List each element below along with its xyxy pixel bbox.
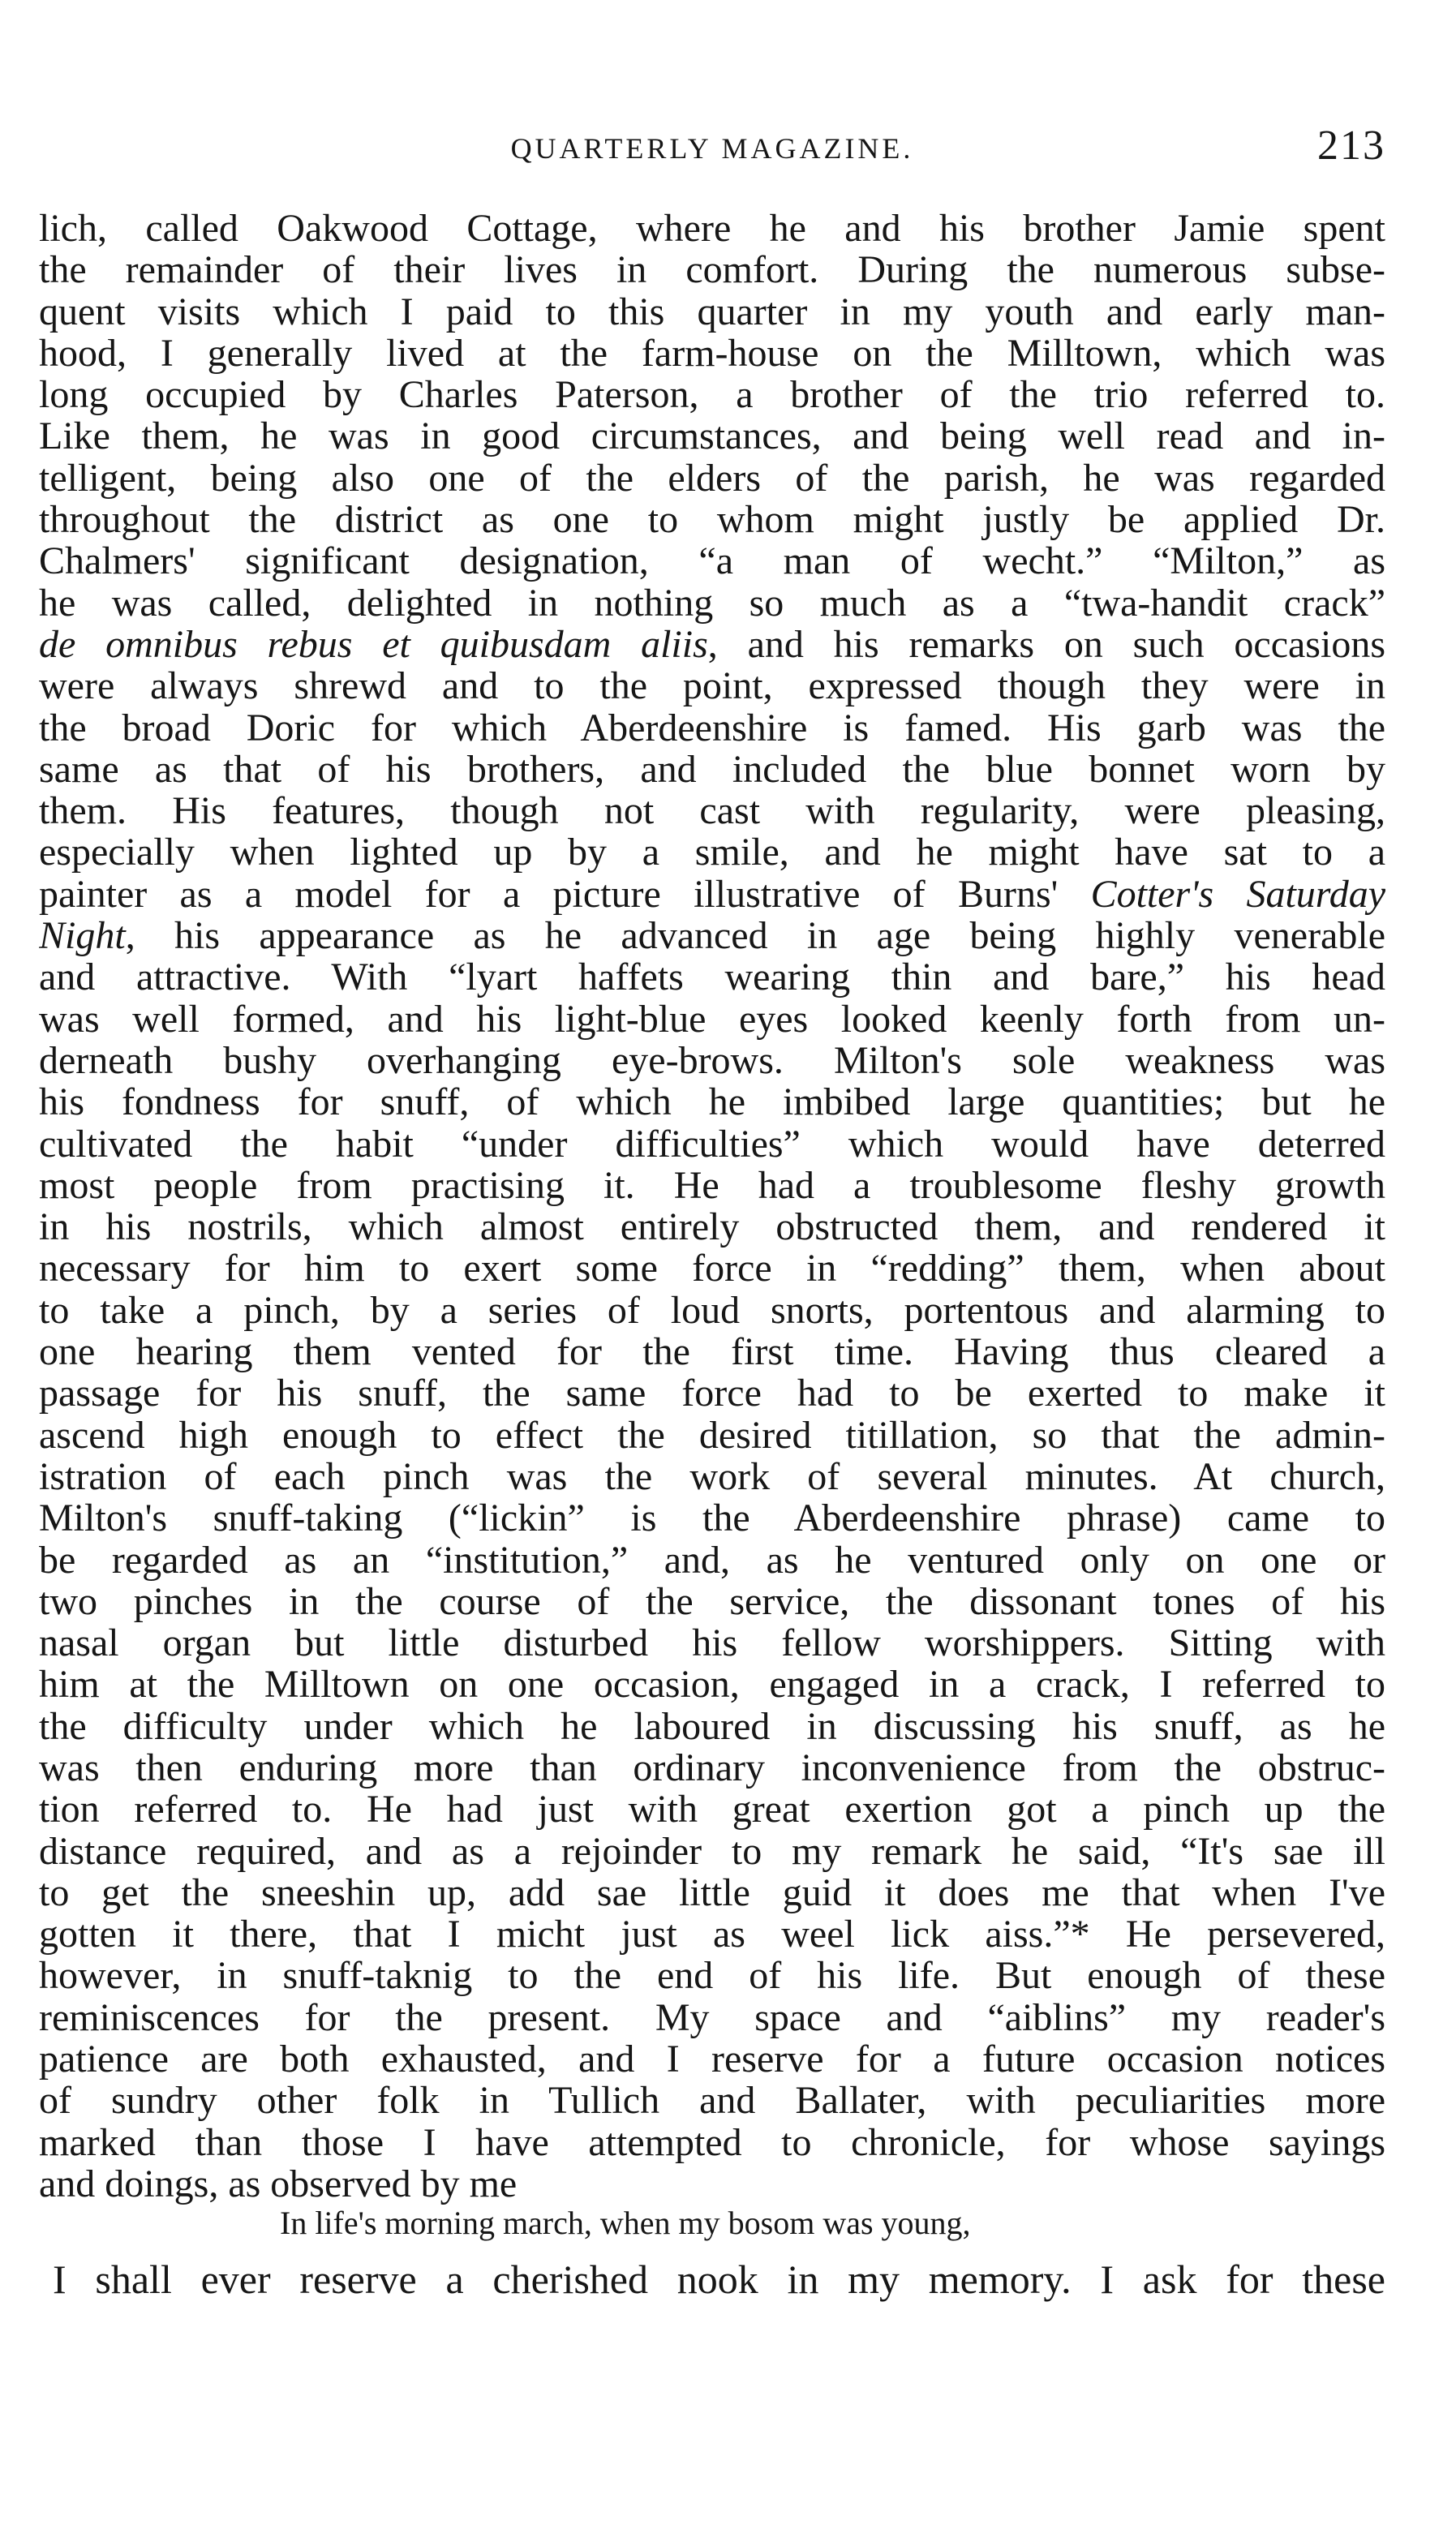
body-text — [39, 208, 1385, 2205]
page-number: 213 — [1317, 122, 1385, 169]
text-line: be regarded as an “institution,” and, as he ventured only on one or — [39, 1539, 1385, 1581]
text-line: the difficulty under which he laboured in discussing his snuff, as he — [39, 1705, 1385, 1747]
text-line: nasal organ but little disturbed his fellow worshippers. Sitting with — [39, 1622, 1385, 1664]
text-line: Like them, he was in good circumstances, and being well read and in- — [39, 415, 1385, 457]
text-line: one hearing them vented for the first time. Having thus cleared a — [39, 1331, 1385, 1373]
text-line: however, in snuff-taknig to the end of his life. But enough of these — [39, 1955, 1385, 1997]
text-line: long occupied by Charles Paterson, a brother of the trio referred to. — [39, 374, 1385, 416]
italic-phrase: Night — [39, 915, 126, 957]
text-line: two pinches in the course of the service, the dissonant tones of his — [39, 1580, 1385, 1623]
text-line: Chalmers' significant designation, “a man of wecht.” “Milton,” as — [39, 540, 1385, 582]
text-line: were always shrewd and to the point, expressed though they were in — [39, 665, 1385, 707]
text-line: him at the Milltown on one occasion, engaged in a crack, I referred to — [39, 1664, 1385, 1706]
text-line: necessary for him to exert some force in “redding” them, when about — [39, 1247, 1385, 1290]
text-line: them. His features, though not cast with regularity, were pleasing, — [39, 790, 1385, 832]
text-line: reminiscences for the present. My space and “aiblins” my reader's — [39, 1996, 1385, 2039]
text-line: istration of each pinch was the work of several minutes. At church, — [39, 1455, 1385, 1498]
italic-phrase: de omnibus rebus et quibusdam aliis — [39, 623, 708, 666]
text-line-latin-italic: de omnibus rebus et quibusdam aliis, and his remarks on such occasions — [39, 623, 1385, 666]
text-line: gotten it there, that I micht just as weel lick aiss.”* He persevered, — [39, 1913, 1385, 1956]
text-line: to get the sneeshin up, add sae little guid it does me that when I've — [39, 1871, 1385, 1914]
text-line: most people from practising it. He had a troublesome fleshy growth — [39, 1164, 1385, 1207]
text-line: he was called, delighted in nothing so much as a “twa-handit crack” — [39, 582, 1385, 624]
running-head — [39, 122, 1385, 178]
text-line: ascend high enough to effect the desired titillation, so that the admin- — [39, 1414, 1385, 1456]
text-line: his fondness for snuff, of which he imbibed large quantities; but he — [39, 1081, 1385, 1123]
text-line: and attractive. With “lyart haffets wearing thin and bare,” his head — [39, 956, 1385, 998]
text-line: in his nostrils, which almost entirely obstructed them, and rendered it — [39, 1206, 1385, 1248]
text-line: tion referred to. He had just with great exertion got a pinch up the — [39, 1789, 1385, 1831]
text-line: the remainder of their lives in comfort. During the numerous subse- — [39, 249, 1385, 291]
text-line: and doings, as observed by me — [39, 2162, 518, 2205]
text-line: Milton's snuff-taking (“lickin” is the Aberdeenshire phrase) came to — [39, 1497, 1385, 1539]
text-line: cultivated the habit “under difficulties” which would have deterred — [39, 1123, 1385, 1165]
text-line: same as that of his brothers, and included the blue bonnet worn by — [39, 748, 1385, 791]
final-text-line: I shall ever reserve a cherished nook in my memory. I ask for these — [53, 2257, 1385, 2302]
text-line: distance required, and as a rejoinder to my remark he said, “It's sae ill — [39, 1830, 1385, 1872]
italic-phrase: Cotter's Saturday — [1090, 873, 1385, 916]
text-line: lich, called Oakwood Cottage, where he and his brother Jamie spent — [39, 208, 1385, 250]
text-line: the broad Doric for which Aberdeenshire is famed. His garb was the — [39, 706, 1385, 749]
text-line: telligent, being also one of the elders of the parish, he was regarded — [39, 457, 1385, 500]
text-line: Night, his appearance as he advanced in age being highly venerable — [39, 915, 1385, 957]
text-line: marked than those I have attempted to chronicle, for whose sayings — [39, 2121, 1385, 2163]
verse-quotation: In life's morning march, when my bosom was young, — [280, 2205, 971, 2241]
text-line: derneath bushy overhanging eye-brows. Milton's sole weakness was — [39, 1039, 1385, 1082]
text-line: was well formed, and his light-blue eyes looked keenly forth from un- — [39, 998, 1385, 1040]
text-line: patience are both exhausted, and I reserve for a future occasion notices — [39, 2038, 1385, 2081]
text-line: painter as a model for a picture illustrative of Burns' Cotter's Saturday — [39, 873, 1385, 916]
text-line: of sundry other folk in Tullich and Ballater, with peculiarities more — [39, 2080, 1385, 2122]
text-line: especially when lighted up by a smile, and he might have sat to a — [39, 831, 1385, 874]
text-line: hood, I generally lived at the farm-house on the Milltown, which was — [39, 332, 1385, 375]
text-line: to take a pinch, by a series of loud snorts, portentous and alarming to — [39, 1289, 1385, 1332]
text-line: was then enduring more than ordinary inconvenience from the obstruc- — [39, 1746, 1385, 1789]
running-title: QUARTERLY MAGAZINE. — [510, 132, 914, 165]
text-line: throughout the district as one to whom might justly be applied Dr. — [39, 499, 1385, 541]
text-line: passage for his snuff, the same force had to be exerted to make it — [39, 1372, 1385, 1415]
text-line: quent visits which I paid to this quarter in my youth and early man- — [39, 290, 1385, 333]
